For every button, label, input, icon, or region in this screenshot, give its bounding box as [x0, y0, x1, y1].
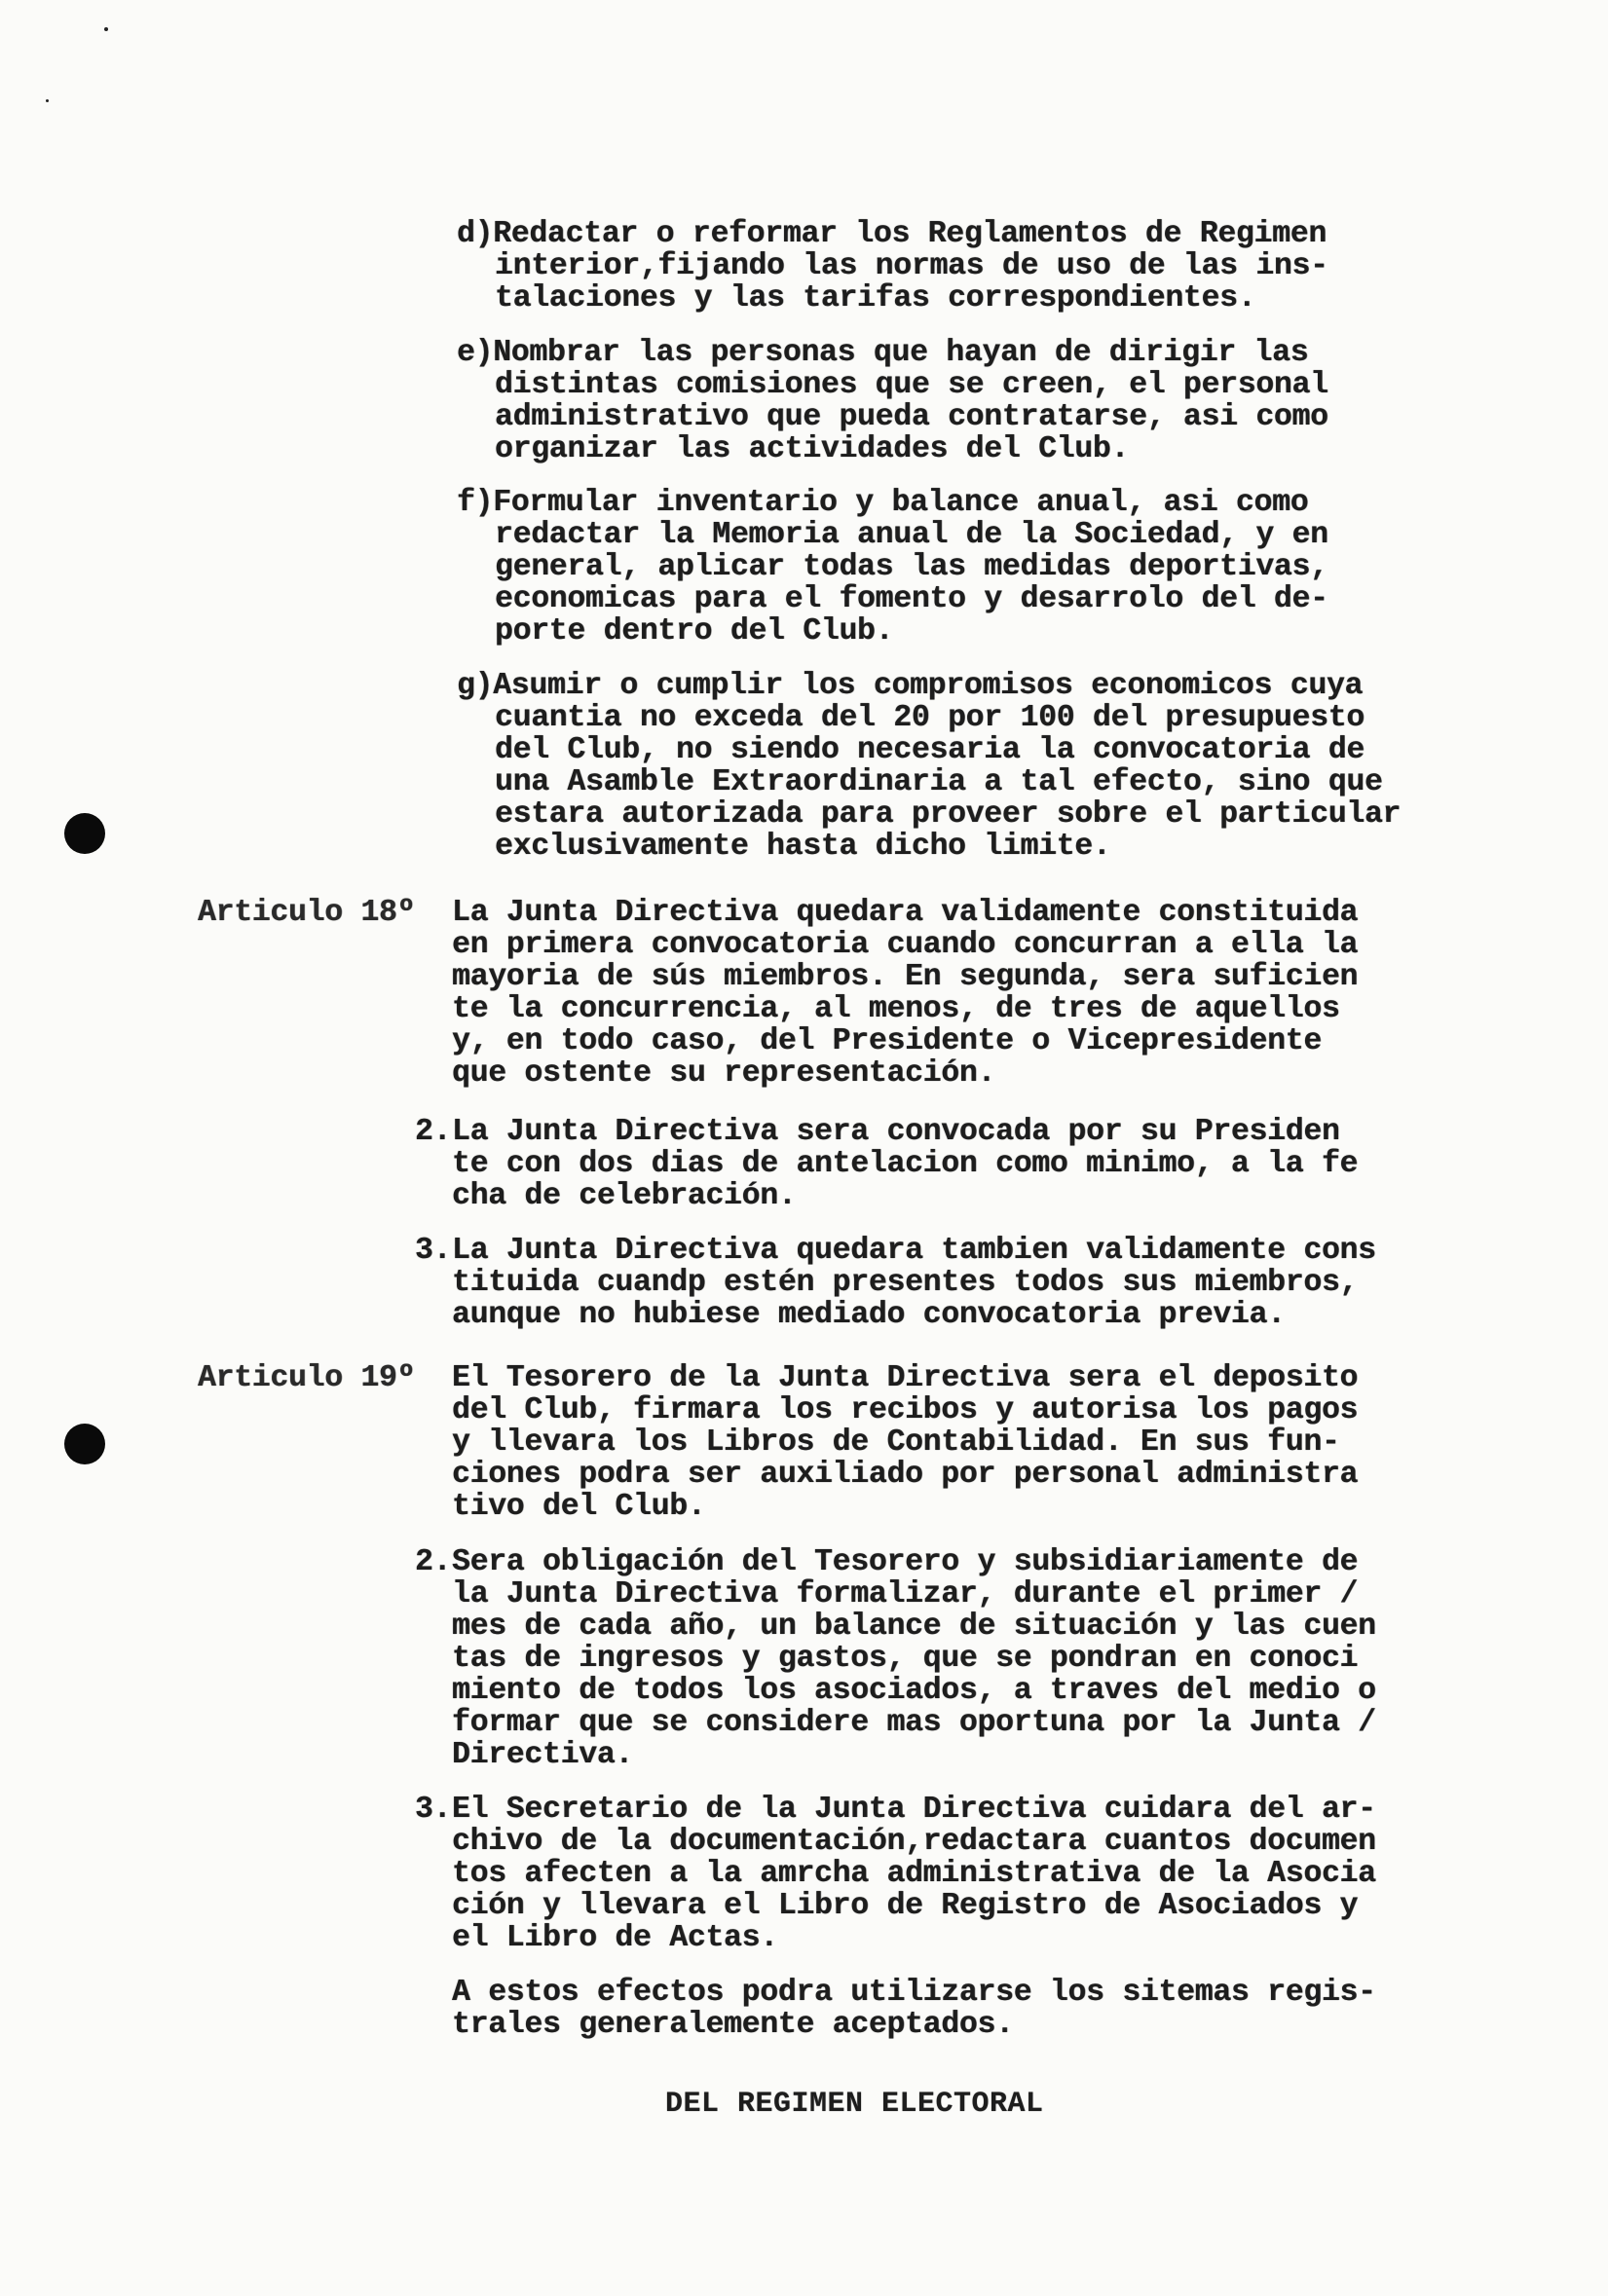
text-line: el Libro de Actas.: [452, 1921, 778, 1955]
text-line: que ostente su representación.: [452, 1056, 996, 1091]
text-line: tas de ingresos y gastos, que se pondran en conoci: [452, 1642, 1359, 1676]
text-line: general, aplicar todas las medidas deportivas,: [495, 550, 1328, 584]
text-line: Sera obligación del Tesorero y subsidiariamente de: [452, 1545, 1359, 1579]
text-line: La Junta Directiva quedara tambien validamente cons: [452, 1234, 1376, 1268]
text-line: porte dentro del Club.: [495, 614, 894, 648]
text-line: El Secretario de la Junta Directiva cuidara del ar-: [452, 1793, 1376, 1827]
text-line: organizar las actividades del Club.: [495, 432, 1130, 466]
text-line: La Junta Directiva quedara validamente constituida: [452, 896, 1359, 930]
text-line: ción y llevara el Libro de Registro de Asociados y: [452, 1889, 1359, 1923]
text-line: exclusivamente hasta dicho limite.: [495, 830, 1111, 864]
text-line: f)Formular inventario y balance anual, asi como: [457, 486, 1309, 520]
paragraph-number: 2.: [415, 1545, 452, 1579]
text-line: y llevara los Libros de Contabilidad. En sus fun-: [452, 1426, 1340, 1460]
text-line: distintas comisiones que se creen, el personal: [495, 368, 1328, 402]
punch-hole-bottom: [64, 1424, 105, 1464]
text-line: cha de celebración.: [452, 1179, 797, 1213]
text-line: redactar la Memoria anual de la Sociedad, y en: [495, 518, 1328, 552]
text-line: del Club, no siendo necesaria la convocatoria de: [495, 733, 1365, 767]
text-line: trales generalemente aceptados.: [452, 2008, 1014, 2042]
text-line: una Asamble Extraordinaria a tal efecto, sino que: [495, 765, 1383, 799]
text-line: estara autorizada para proveer sobre el particular: [495, 797, 1402, 832]
punch-hole-top: [64, 813, 105, 854]
text-line: miento de todos los asociados, a traves del medio o: [452, 1674, 1376, 1708]
text-line: te la concurrencia, al menos, de tres de aquellos: [452, 992, 1340, 1026]
text-line: en primera convocatoria cuando concurran a ella la: [452, 928, 1359, 962]
text-line: mayoria de sús miembros. En segunda, sera suficien: [452, 960, 1359, 994]
text-line: Directiva.: [452, 1738, 634, 1772]
text-line: ciones podra ser auxiliado por personal administra: [452, 1458, 1359, 1492]
text-line: chivo de la documentación,redactara cuantos documen: [452, 1825, 1376, 1859]
text-line: administrativo que pueda contratarse, asi como: [495, 400, 1328, 434]
paragraph-number: 3.: [415, 1234, 452, 1268]
section-heading: DEL REGIMEN ELECTORAL: [665, 2088, 1044, 2121]
speck-mark: [104, 27, 108, 31]
text-line: te con dos dias de antelacion como minimo, a la fe: [452, 1147, 1359, 1181]
text-line: la Junta Directiva formalizar, durante el primer /: [452, 1577, 1359, 1611]
text-line: cuantia no exceda del 20 por 100 del presupuesto: [495, 701, 1365, 735]
text-line: La Junta Directiva sera convocada por su Presiden: [452, 1115, 1340, 1149]
text-line: A estos efectos podra utilizarse los sitemas regis-: [452, 1976, 1376, 2010]
text-line: g)Asumir o cumplir los compromisos economicos cuya: [457, 669, 1364, 703]
article-label: Articulo 19º: [198, 1361, 416, 1395]
text-line: aunque no hubiese mediado convocatoria previa.: [452, 1298, 1286, 1332]
text-line: y, en todo caso, del Presidente o Vicepresidente: [452, 1024, 1322, 1058]
text-line: tos afecten a la amrcha administrativa de la Asocia: [452, 1857, 1376, 1891]
text-line: talaciones y las tarifas correspondientes.: [495, 281, 1256, 315]
text-line: economicas para el fomento y desarrolo del de-: [495, 582, 1328, 616]
paragraph-number: 2.: [415, 1115, 452, 1149]
article-label: Articulo 18º: [198, 896, 416, 930]
text-line: del Club, firmara los recibos y autorisa los pagos: [452, 1393, 1359, 1427]
text-line: e)Nombrar las personas que hayan de dirigir las: [457, 336, 1309, 370]
text-line: d)Redactar o reformar los Reglamentos de Regimen: [457, 217, 1327, 251]
text-line: tivo del Club.: [452, 1490, 706, 1524]
paragraph-number: 3.: [415, 1793, 452, 1827]
text-line: mes de cada año, un balance de situación y las cuen: [452, 1610, 1376, 1644]
text-line: tituida cuandp estén presentes todos sus miembros,: [452, 1266, 1359, 1300]
text-line: formar que se considere mas oportuna por la Junta /: [452, 1706, 1376, 1740]
text-line: El Tesorero de la Junta Directiva sera el deposito: [452, 1361, 1359, 1395]
speck-mark: [46, 99, 49, 102]
text-line: interior,fijando las normas de uso de las ins-: [495, 249, 1328, 283]
